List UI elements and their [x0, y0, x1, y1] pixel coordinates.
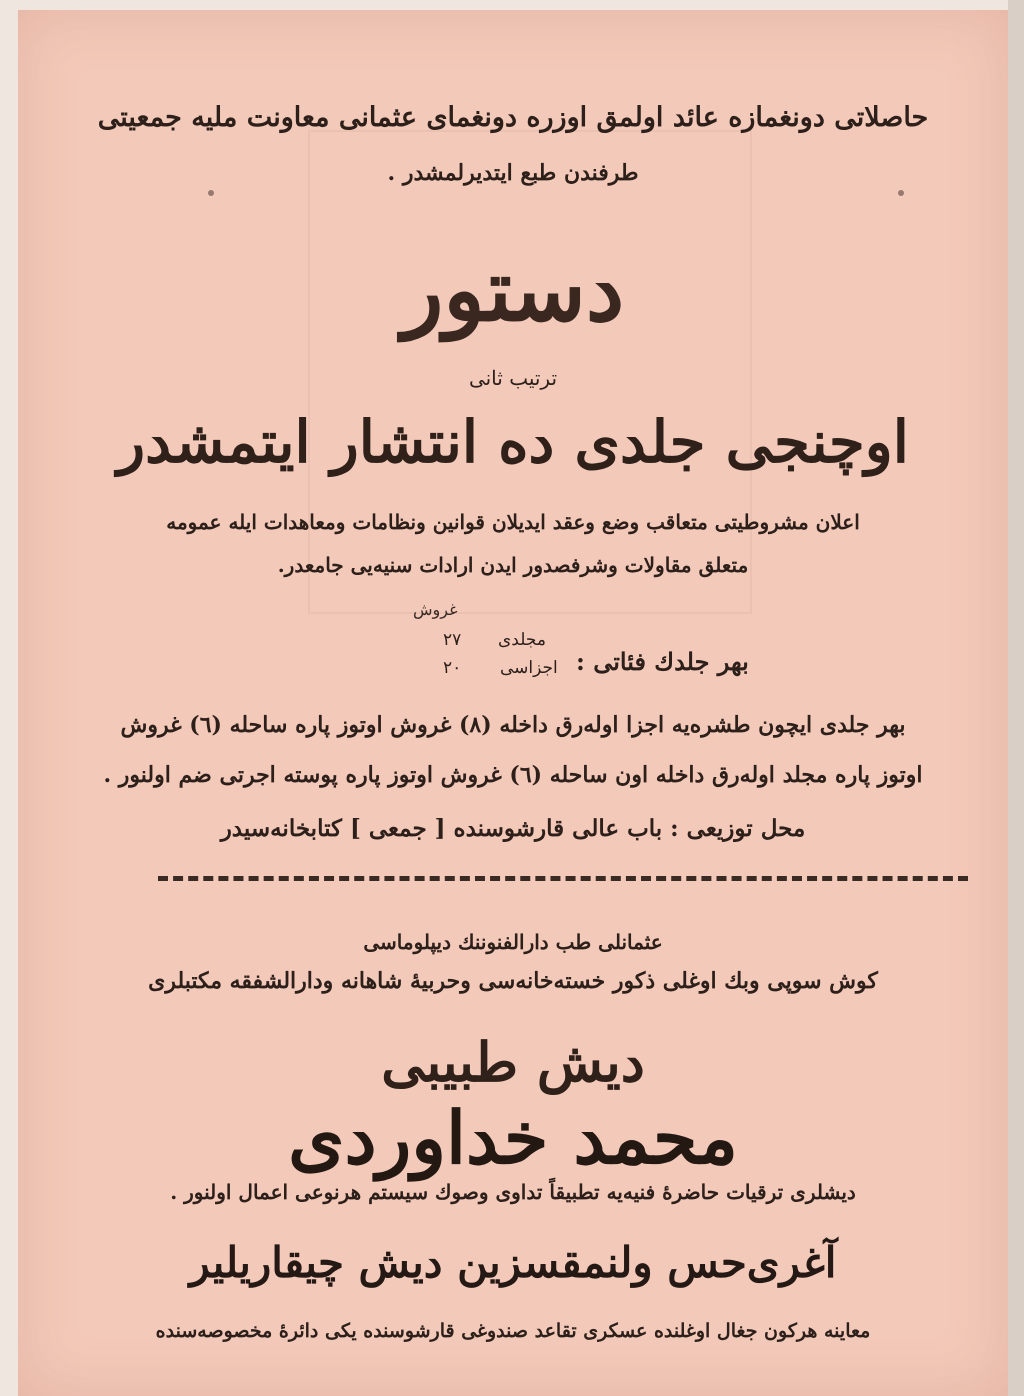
ink-speck	[208, 190, 214, 196]
description-line-1: اعلان مشروطیتی متعاقب وضع وعقد ایدیلان قوانین ونظامات ومعاهدات ایله عمومه	[166, 510, 860, 534]
advert-slogan: آغری‌حس ولنمقسزین دیش چیقاریلیر	[189, 1238, 837, 1287]
shipping-line-1: بهر جلدی ایچون طشره‌یه اجزا اوله‌رق داخله (٨) غروش اوتوز پاره ساحله (٦) غروش	[120, 712, 906, 738]
distribution-line: محل توزیعی : باب عالی قارشوسنده [ جمعی ] کتابخانه‌سیدر	[220, 815, 806, 842]
main-title: دستور	[401, 240, 625, 341]
publisher-line-1: حاصلاتی دونغمازه عائد اولمق اوزره دونغمای عثمانی معاونت ملیه جمعیتی	[97, 102, 929, 133]
subtitle: اوچنجی جلدی ده انتشار ایتمشدر	[117, 408, 909, 476]
price-row-bound-value: ٢٧	[443, 630, 462, 650]
advert-address: معاینه هرکون جغال اوغلنده عسکری تقاعد صندوغی قارشوسنده یکی دائرهٔ مخصوصه‌سنده	[155, 1320, 871, 1342]
advert-line-3: دیشلری ترقیات حاضرهٔ فنیه‌یه تطبیقاً تداوی وصوك سیستم هرنوعی اعمال اولنور .	[170, 1180, 856, 1204]
price-row-parts-value: ٢٠	[443, 658, 462, 678]
shipping-line-2: اوتوز پاره مجلد اوله‌رق داخله اون ساحله (٦) غروش اوتوز پاره پوسته اجرتی ضم اولنور .	[103, 762, 923, 788]
advert-role: دیش طبیبی	[381, 1030, 645, 1094]
ink-speck	[898, 190, 904, 196]
advert-line-1: عثمانلی طب دارالفنوننك دیپلوماسی	[363, 930, 663, 954]
document-page	[18, 10, 1008, 1396]
price-row-bound-label: مجلدی	[498, 630, 546, 650]
price-row-parts-label: اجزاسی	[500, 658, 558, 678]
series-label: ترتیب ثانی	[468, 366, 558, 390]
advert-name: محمد خداوردی	[288, 1095, 738, 1180]
description-line-2: متعلق مقاولات وشرفصدور ایدن ارادات سنیه‌یی جامعدر.	[277, 553, 749, 577]
price-label: بهر جلدك فئاتی :	[576, 647, 749, 676]
publisher-line-2: طرفندن طبع ایتدیرلمشدر .	[387, 160, 639, 186]
advert-line-2: کوش سوپی وبك اوغلی ذکور خسته‌خانه‌سی وحربیهٔ شاهانه ودارالشفقه مکتبلری	[148, 968, 878, 994]
price-unit: غروش	[413, 600, 458, 619]
section-divider	[158, 876, 968, 881]
page-edge	[1008, 0, 1024, 1396]
